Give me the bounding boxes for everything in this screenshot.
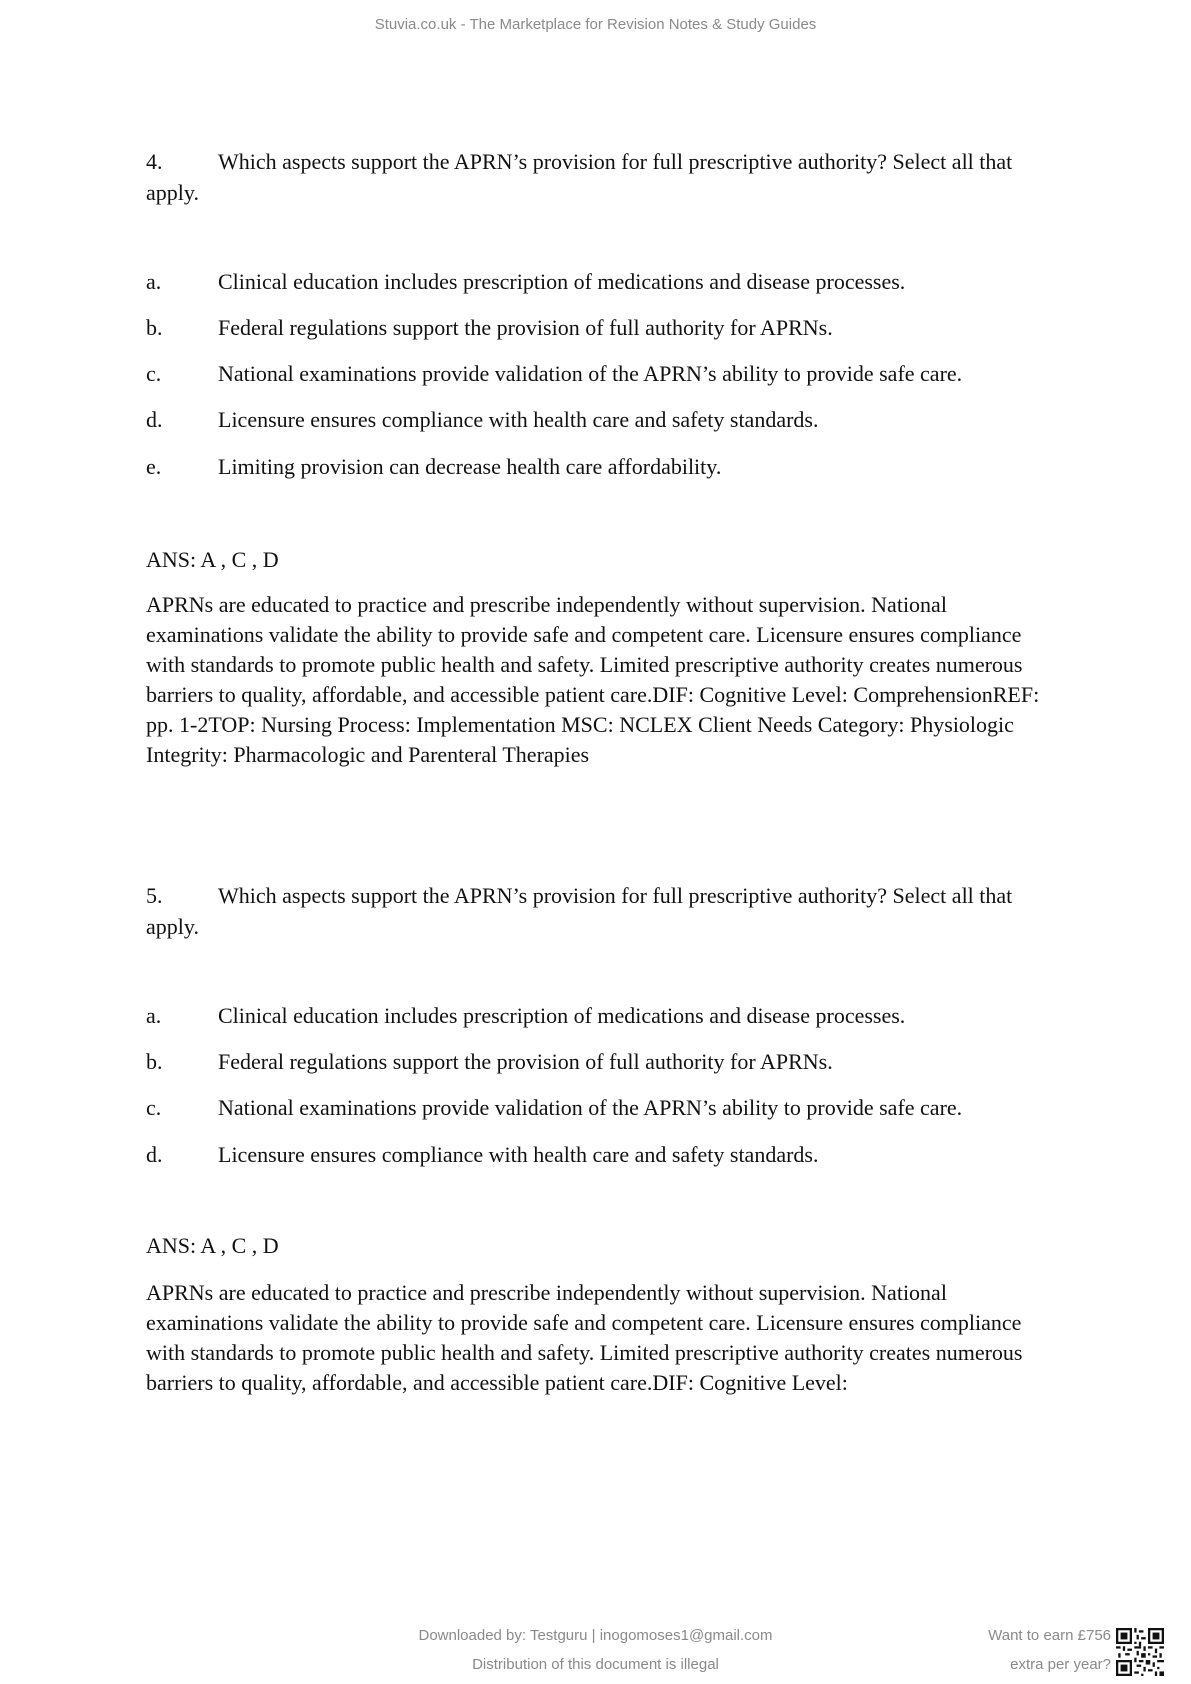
option-text: Federal regulations support the provision of full authority for APRNs. — [218, 1049, 833, 1074]
answer-option — [146, 404, 1056, 435]
option-text: Licensure ensures compliance with health care and safety standards. — [218, 1142, 819, 1167]
qr-code-icon[interactable] — [1116, 1628, 1164, 1676]
option-text: National examinations provide validation of the APRN’s ability to provide safe care. — [218, 1095, 963, 1120]
option-text: Licensure ensures compliance with health care and safety standards. — [218, 407, 819, 432]
answer-option — [146, 358, 1056, 389]
question-text: Which aspects support the APRN’s provision for full prescriptive authority? Select all that apply. — [146, 149, 1013, 205]
option-letter: d. — [146, 407, 163, 432]
answer-option — [146, 1046, 1056, 1077]
answer-key: ANS: A , C , D — [146, 1233, 279, 1258]
option-text: Limiting provision can decrease health care affordability. — [218, 454, 722, 479]
option-letter: e. — [146, 454, 162, 479]
option-text: Federal regulations support the provision of full authority for APRNs. — [218, 315, 833, 340]
answer-option — [146, 1092, 1056, 1123]
question-text: Which aspects support the APRN’s provision for full prescriptive authority? Select all that apply. — [146, 883, 1013, 939]
promo-line-1[interactable]: Want to earn £756 — [988, 1627, 1111, 1644]
question-number: 5. — [146, 883, 163, 908]
promo-line-2[interactable]: extra per year? — [1010, 1656, 1111, 1673]
option-letter: c. — [146, 1095, 162, 1120]
answer-key: ANS: A , C , D — [146, 547, 279, 572]
question-number: 4. — [146, 149, 163, 174]
question-stem — [146, 146, 1056, 208]
option-letter: b. — [146, 1049, 163, 1074]
option-letter: a. — [146, 269, 162, 294]
answer-option — [146, 451, 1056, 482]
answer-option — [146, 266, 1056, 297]
rationale-text: APRNs are educated to practice and prescribe independently without supervision. National examinations validate the ability to provide safe and competent care. Licensure ensures compliance with standards to promote public health and safety. Limited prescriptive authority creates numerous barriers to quality, affordable, and accessible patient care.DIF: Cognitive Level: — [146, 1280, 1023, 1395]
option-text: National examinations provide validation of the APRN’s ability to provide safe care. — [218, 361, 963, 386]
distribution-notice: Distribution of this document is illegal — [472, 1656, 719, 1673]
option-text: Clinical education includes prescription of medications and disease processes. — [218, 269, 906, 294]
option-text: Clinical education includes prescription of medications and disease processes. — [218, 1003, 906, 1028]
answer-option — [146, 1000, 1056, 1031]
download-info: Downloaded by: Testguru | inogomoses1@gmail.com — [418, 1627, 773, 1644]
answer-option — [146, 1139, 1056, 1170]
option-letter: a. — [146, 1003, 162, 1028]
answer-option — [146, 312, 1056, 343]
question-stem — [146, 880, 1056, 942]
rationale-text: APRNs are educated to practice and prescribe independently without supervision. National examinations validate the ability to provide safe and competent care. Licensure ensures compliance with standards to promote public health and safety. Limited prescriptive authority creates numerous barriers to quality, affordable, and accessible patient care.DIF: Cognitive Level: ComprehensionREF: pp. 1-2TOP: Nursing Process: Implementation MSC: NCLEX Client Needs Category: Physiologic Integrity: Pharmacologic and Parenteral Therapies — [146, 592, 1040, 767]
option-letter: d. — [146, 1142, 163, 1167]
page-header: Stuvia.co.uk - The Marketplace for Revision Notes & Study Guides — [374, 16, 817, 33]
option-letter: b. — [146, 315, 163, 340]
option-letter: c. — [146, 361, 162, 386]
